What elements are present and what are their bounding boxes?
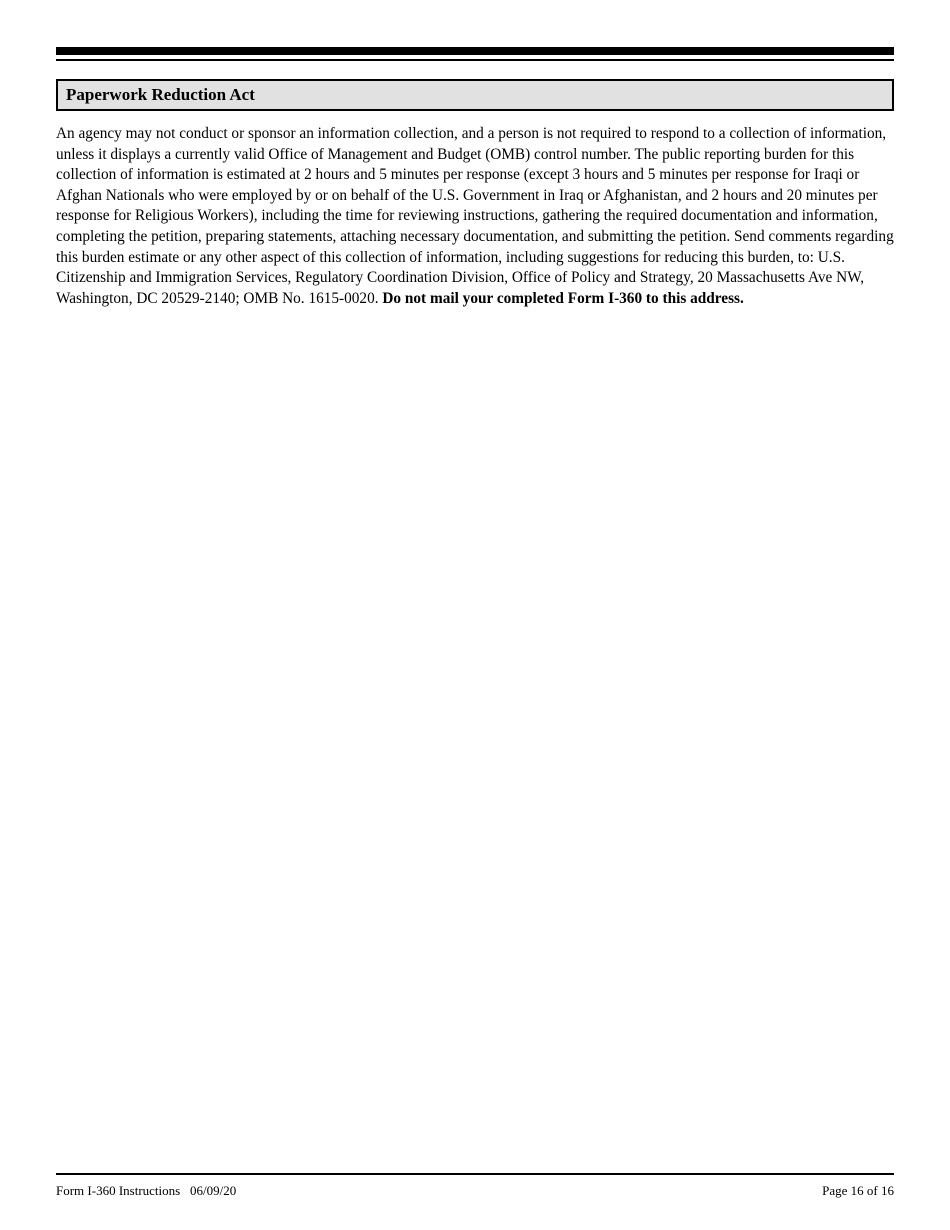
paragraph-text: An agency may not conduct or sponsor an information collection, and a person is not required to respond to a collection of information, unless it displays a currently valid Office of Management and Budget (OMB) control number. The public reporting burden for this collection of information is estimated at 2 hours and 5 minutes per response (except 3 hours and 5 minutes per response for Iraqi or Afghan Nationals who were employed by or on behalf of the U.S. Government in Iraq or Afghanistan, and 2 hours and 20 minutes per response for Religious Workers), including the time for reviewing instructions, gathering the required documentation and information, completing the petition, preparing statements, attaching necessary documentation, and submitting the petition. Send comments regarding this burden estimate or any other aspect of this collection of information, including suggestions for reducing this burden, to: U.S. Citizenship and Immigration Services, Regulatory Coordination Division, Office of Policy and Strategy, 20 Massachusetts Ave NW, Washington, DC 20529-2140; OMB No. 1615-0020. bbox=[56, 125, 894, 307]
footer-page-number: Page 16 of 16 bbox=[822, 1183, 894, 1198]
section-header bbox=[56, 79, 894, 111]
footer-form-info bbox=[56, 1183, 236, 1199]
body-paragraph bbox=[56, 124, 894, 309]
paragraph-bold-notice: Do not mail your completed Form I-360 to this address. bbox=[382, 289, 744, 307]
footer-edition-date: 06/09/20 bbox=[189, 1183, 237, 1198]
top-rule-thin bbox=[56, 59, 894, 61]
footer-form-name: Form I-360 Instructions bbox=[56, 1183, 181, 1198]
footer-rule bbox=[56, 1173, 894, 1175]
top-rule-thick bbox=[56, 47, 894, 55]
section-title: Paperwork Reduction Act bbox=[66, 85, 255, 104]
